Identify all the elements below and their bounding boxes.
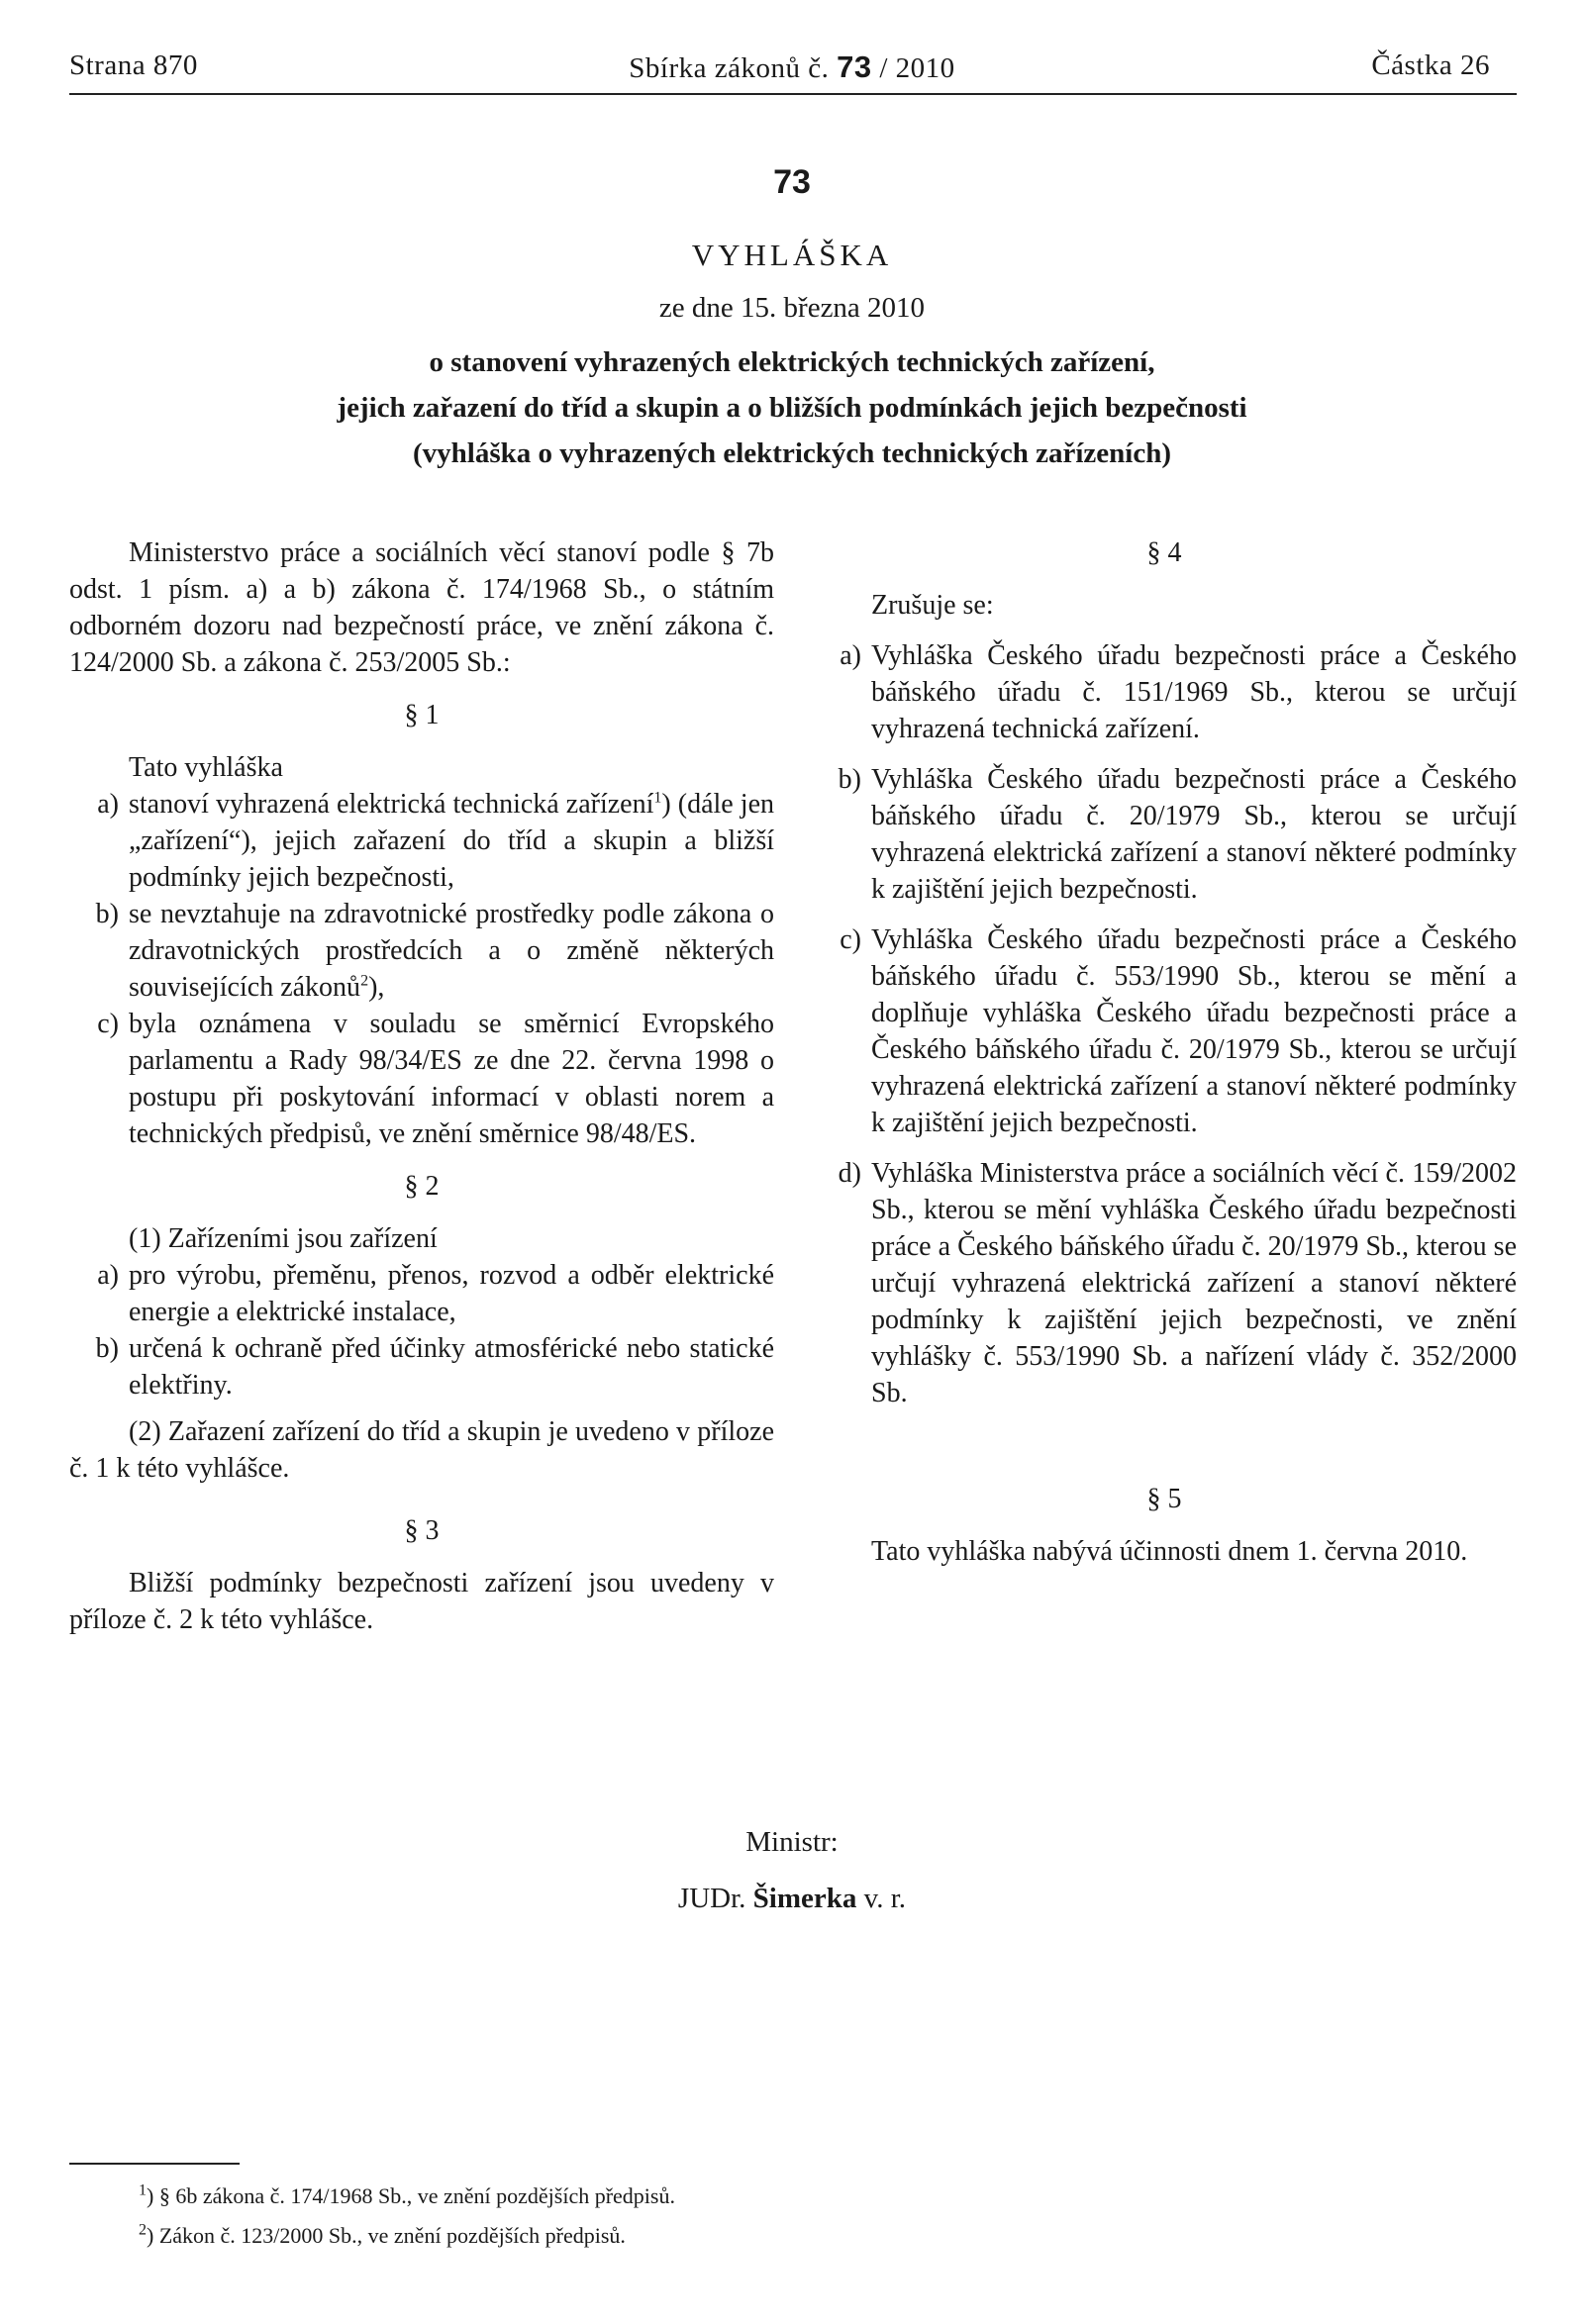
item-text: ) (dále jen „zařízení“), jejich zařazení do tříd a skupin a bližší podmínky jejich bezpečnosti,: [129, 789, 774, 893]
item-text: určená k ochraně před účinky atmosférické nebo statické elektřiny.: [129, 1333, 774, 1401]
title-line: jejich zařazení do tříd a skupin a o bližších podmínkách jejich bezpečnosti: [337, 392, 1247, 424]
item-text: se nevztahuje na zdravotnické prostředky podle zákona o zdravotnických prostředcích a o změně některých souvisejících zákonů: [129, 899, 774, 1003]
paragraph: Tato vyhláška nabývá účinnosti dnem 1. června 2010.: [871, 1536, 1468, 1567]
item-text: Vyhláška Ministerstva práce a sociálních věcí č. 159/2002 Sb., kterou se mění vyhláška Českého úřadu bezpečnosti práce a Českého báňského úřadu č. 20/1979 Sb., kterou se určují vyhrazená elektrická zařízení a stanoví některé podmínky k zajištění jejich bezpečnosti, ve znění vyhlášky č. 553/1990 Sb. a nařízení vlády č. 352/2000 Sb.: [871, 1158, 1517, 1408]
footnote: $^1$) § 6b zákona č. 174/1968 Sb., ve znění pozdějších předpisů.: [139, 2181, 675, 2208]
list-item: [812, 921, 1517, 1141]
collection-prefix: Sbírka zákonů č.: [629, 52, 830, 84]
title-line: (vyhláška o vyhrazených elektrických technických zařízeních): [413, 437, 1171, 469]
footnote-text: § 6b zákona č. 174/1968 Sb., ve znění pozdějších předpisů.: [158, 2183, 675, 2208]
list-item: [69, 1330, 774, 1404]
item-label: c): [97, 1009, 119, 1039]
list-item: [69, 1006, 774, 1152]
list-item: [69, 896, 774, 1006]
signature-title: Ministr:: [745, 1826, 839, 1858]
footnote-rule: [69, 2163, 240, 2165]
section-heading: § 5: [1146, 1484, 1182, 1514]
list-item: [69, 786, 774, 896]
item-label: a): [97, 1260, 119, 1291]
footnote: $^2$) Zákon č. 123/2000 Sb., ve znění pozdějších předpisů.: [139, 2221, 626, 2248]
footnote-ref: 2: [360, 972, 369, 990]
header-rule: [69, 93, 1517, 95]
item-text: byla oznámena v souladu se směrnicí Evropského parlamentu a Rady 98/34/ES ze dne 22. června 1998 o postupu při poskytování informací v oblasti norem a technických předpisů, ve znění směrnice 98/48/ES.: [129, 1009, 774, 1149]
title-line: o stanovení vyhrazených elektrických technických zařízení,: [429, 346, 1155, 378]
item-text: Vyhláška Českého úřadu bezpečnosti práce a Českého báňského úřadu č. 151/1969 Sb., kterou se určují vyhrazená technická zařízení.: [871, 640, 1517, 744]
list-item: [812, 637, 1517, 747]
item-label: b): [95, 899, 119, 929]
page-number-label: Strana 870: [69, 49, 198, 81]
collection-number: 73: [837, 49, 872, 84]
footnote-ref: 1: [653, 789, 662, 807]
item-text: pro výrobu, přeměnu, přenos, rozvod a odběr elektrické energie a elektrické instalace,: [129, 1260, 774, 1327]
item-label: d): [838, 1158, 861, 1189]
document-date: ze dne 15. března 2010: [658, 292, 926, 324]
item-text: stanoví vyhrazená elektrická technická zařízení: [129, 789, 654, 820]
paragraph: (2) Zařazení zařízení do tříd a skupin je uvedeno v příloze č. 1 k této vyhlášce.: [69, 1416, 774, 1484]
signature-suffix: v. r.: [863, 1883, 907, 1914]
item-text: Vyhláška Českého úřadu bezpečnosti práce a Českého báňského úřadu č. 553/1990 Sb., kterou se mění a doplňuje vyhláška Českého úřadu bezpečnosti práce a Českého báňského úřadu č. 20/1979 Sb., kterou se určují vyhrazená elektrická zařízení a stanoví některé podmínky k zajištění jejich bezpečnosti.: [871, 924, 1517, 1138]
item-text: ),: [368, 972, 385, 1003]
section-heading: § 4: [1146, 537, 1182, 568]
footnote-mark: 1: [139, 2181, 147, 2199]
right-column: [812, 534, 1517, 1570]
document-title: [0, 339, 1584, 476]
item-label: c): [840, 924, 861, 955]
document-type: VYHLÁŠKA: [691, 238, 893, 272]
section-heading: § 3: [404, 1515, 440, 1546]
document-number: 73: [773, 163, 811, 201]
collection-reference: [0, 49, 1584, 85]
item-label: a): [840, 640, 861, 671]
preamble: Ministerstvo práce a sociálních věcí stanoví podle § 7b odst. 1 písm. a) a b) zákona č. 174/1968 Sb., o státním odborném dozoru nad bezpečností práce, ve znění zákona č. 124/2000 Sb. a zákona č. 253/2005 Sb.:: [69, 537, 774, 678]
section-intro: Tato vyhláška: [129, 752, 283, 783]
list-item: [812, 761, 1517, 908]
item-label: b): [95, 1333, 119, 1364]
left-column: [69, 534, 774, 1638]
section-heading: § 2: [404, 1171, 440, 1202]
signature-name: [0, 1883, 1584, 1915]
item-text: Vyhláška Českého úřadu bezpečnosti práce a Českého báňského úřadu č. 20/1979 Sb., kterou se určují vyhrazená elektrická zařízení a stanoví některé podmínky k zajištění jejich bezpečnosti.: [871, 764, 1517, 905]
footnote-text: Zákon č. 123/2000 Sb., ve znění pozdějších předpisů.: [158, 2223, 626, 2248]
part-label: Částka 26: [1371, 49, 1490, 81]
paragraph: Bližší podmínky bezpečnosti zařízení jsou uvedeny v příloze č. 2 k této vyhlášce.: [69, 1568, 774, 1635]
signature-prefix: JUDr.: [677, 1883, 746, 1914]
item-label: a): [97, 789, 119, 820]
section-intro: Zrušuje se:: [871, 590, 994, 621]
minister-surname: Šimerka: [752, 1883, 857, 1914]
footnote-mark: 2: [139, 2221, 147, 2239]
list-item: [69, 1257, 774, 1330]
item-label: b): [838, 764, 861, 795]
list-item: [812, 1155, 1517, 1411]
paragraph: (1) Zařízeními jsou zařízení: [129, 1223, 438, 1254]
section-heading: § 1: [404, 700, 440, 730]
collection-year: / 2010: [879, 52, 955, 84]
